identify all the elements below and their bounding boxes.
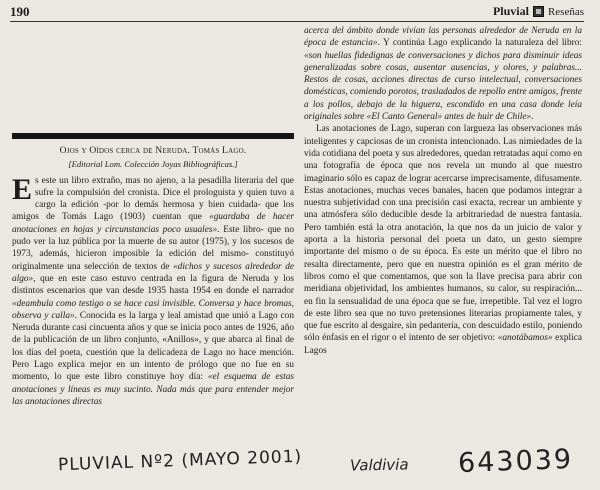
text-run: s este un libro extraño, mas no ajeno, a la pesadilla literaria del que sufre la compulsión del cronista. Dice el prologuista y quien tuvo a cargo la edición -por lo demás hermosa y bien cuidada- que los amigos de Tomás Lago (1903) cuentan que [12, 175, 294, 223]
square-icon [533, 6, 544, 17]
drop-cap: E [12, 172, 33, 206]
running-header [493, 4, 584, 19]
quote-run: «anotábamos» [497, 333, 553, 344]
article-publisher: [Editorial Lom. Colección Joyas Bibliográficas.] [68, 159, 238, 170]
quote-run: «dichos y sucesos alrededor de algo» [12, 261, 294, 284]
left-column [12, 25, 294, 408]
quote-run: «son huellas fidedignas de conversaciones y dichos para disminuir ideas generalizadas sobre cosas, ausentar ausencias, y olores, y palabras... Restos de cosas, acciones directas de curso intelectual, conversaciones domésticas, comiendo porotos, trasladados de repollo entre amigos, frente a los pollos, debajo de la higuera, escondido en una casa donde leía originales sobre «El Canto General» antes de huir de Chile» [304, 50, 582, 123]
text-run: Las anotaciones de Lago, superan con largueza las observaciones más inteligentes y capciosas de un cronista intencionado. Las nimiedades de la vida cotidiana del poeta y sus alrededores, quedan retratadas aquí como en una fotografía de época que nos revela un mundo al que nuestro imaginario sólo es capaz de lograr acercarse imprecisamente, difusamente. Estas anotaciones, muchas veces banales, hacen que podamos integrar a nuestra subjetividad con una precisión casi exacta, recrear un ambiente y una atmósfera sólo deducible desde la arbitrariedad de nuestra fantasía. Pero también está la otra anotación, la que nos da un juicio de valor y aporta a la historia personal del poeta un dato, un gesto siempre importante del mismo o de su época. Es este un mérito que el libro no resalta directamente, pero que en nuestra opinión es el gran mérito de libros como el que comentamos, que son la llave precisa para abrir con meridiana objetividad, los ambientes humanos, su calor, su respiración... en fin la sensualidad de una época que se fue, irrepetible. Tal vez el logro de este libro sea que no tuvo pretensiones literarias propiamente tales, y que fue escrito al desgaire, sin pedantería, con descuidado estilo, poniendo sólo énfasis en el rigor o el intento de ser objetivo: [304, 124, 582, 344]
text-run: , que en este caso estuvo centrada en la figura de Neruda y los distintos escenarios que van desde 1935 hasta 1954 en donde el narrador [12, 273, 294, 297]
text-run: . Conocida es la larga y leal amistad que unió a Lago con Neruda durante casi cincuenta años y que se inicia poco antes de 1926, año de la publicación de un libro conjunto, «Anillos», y que abarca al final de los días del poeta, cuestión que la delicadeza de Lago no hace mención. Pero Lago explica mejor en un intento de prólogo que no fue en su momento, lo que este libro constituye hoy día: [12, 310, 294, 383]
handwritten-journal-note: PLUVIAL Nº2 (MAYO 2001) [57, 446, 303, 476]
handwritten-code-note: 643039 [457, 444, 574, 479]
header-rule [10, 21, 584, 22]
quote-run: «el esquema de estas anotaciones y líneas es muy sucinto. Nada más que para entender mejor las anotaciones directas [12, 372, 294, 407]
article-body-right [304, 25, 582, 123]
right-column [304, 25, 582, 357]
quote-run: «deambula como testigo o se hace casi invisible. Conversa y hace bromas, observa y calla» [12, 298, 294, 321]
article-paragraph [304, 123, 582, 357]
section-divider-bar [12, 133, 294, 139]
text-run: explica Lagos [304, 333, 582, 356]
quote-run: acerca del ámbito donde vivían las personas alrededor de Neruda en la época de estancia» [304, 26, 582, 49]
page-number: 190 [10, 4, 30, 19]
journal-name: Pluvial [492, 4, 529, 18]
section-name: Reseñas [547, 5, 584, 18]
handwritten-place-note: Valdivia [349, 455, 409, 475]
quote-run: «guardaba de hacer anotaciones en hojas y circunstancias poco usuales» [12, 212, 294, 235]
article-body-left [12, 172, 294, 409]
text-run: . [531, 112, 534, 123]
text-run: . Y continúa Lago explicando la naturaleza del libro: [377, 38, 582, 49]
text-run: . Este libro- que no pudo ver la luz pública por la muerte de su autor (1975), y los sucesos de 1973, además, hicieron imposible la edición del mismo- constituyó originalmente una selección de textos de [12, 224, 294, 272]
article-title: Ojos y Oídos cerca de Neruda. Tomás Lago. [59, 146, 247, 156]
